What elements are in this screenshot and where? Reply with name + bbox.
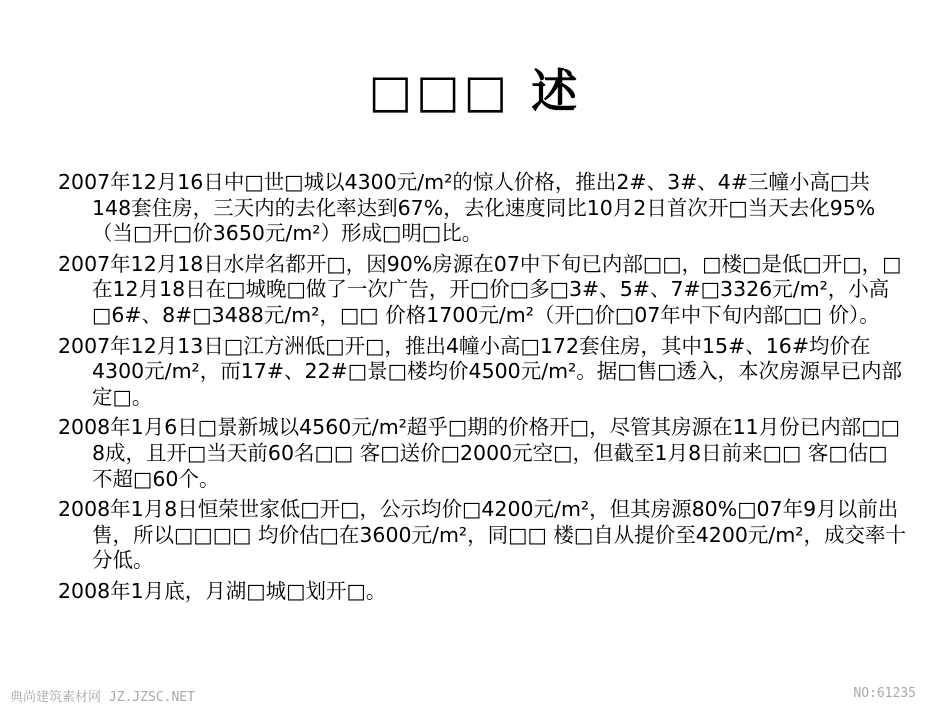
paragraph-2: 2007年12月18日水岸名都开□，因90%房源在07中下旬已内部□□，□楼□是低□开□，□在12月18日在□城晚□做了一次广告，开□价□多□3#、5#、7#□3326元/m²，小高□6#、8#□3488元/m²，□□ 价格1700元/m²（开□价□07年中下旬内部□□ 价）。 bbox=[58, 251, 902, 327]
watermark-right: NO:61235 bbox=[853, 686, 916, 701]
footer bbox=[0, 686, 950, 706]
paragraph-6: 2008年1月底，月湖□城□划开□。 bbox=[58, 578, 387, 603]
slide-body bbox=[58, 170, 908, 610]
paragraph-1: 2007年12月16日中□世□城以4300元/m²的惊人价格，推出2#、3#、4#三幢小高□共148套住房，三天内的去化率达到67%，去化速度同比10月2日首次开□当天去化95%（当□开□价3650元/m²）形成□明□比。 bbox=[58, 170, 876, 246]
paragraph-5: 2008年1月8日恒荣世家低□开□，公示均价□4200元/m²，但其房源80%□07年9月以前出售，所以□□□□ 均价估□在3600元/m²，同□□ 楼□自从提价至4200元/m²，成交率十分低。 bbox=[58, 497, 907, 573]
paragraph-4: 2008年1月6日□景新城以4560元/m²超乎□期的价格开□，尽管其房源在11月份已内部□□ 8成，且开□当天前60名□□ 客□送价□2000元空□，但截至1月8日前来□□ 客□估□不超□60个。 bbox=[58, 415, 900, 491]
slide-title: □□□ 述 bbox=[368, 64, 582, 118]
watermark-left: 典尚建筑素材网 JZ.JZSC.NET bbox=[10, 690, 195, 705]
paragraph-3: 2007年12月13日□江方洲低□开□，推出4幢小高□172套住房，其中15#、16#均价在4300元/m²，而17#、22#□景□楼均价4500元/m²。据□售□透入，本次房源早已内部定□。 bbox=[58, 333, 903, 409]
